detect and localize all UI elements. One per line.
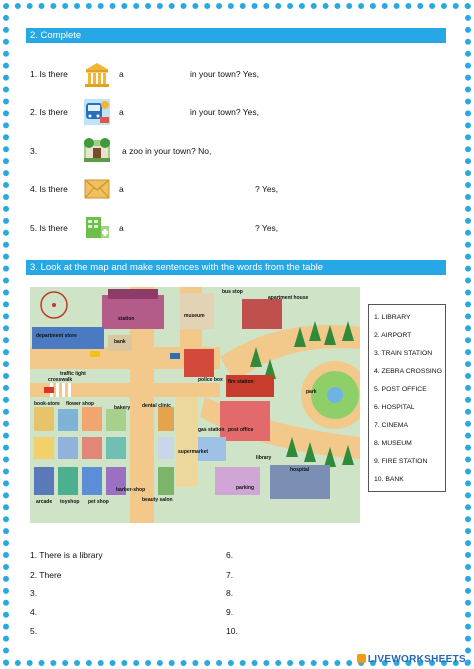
question-tail: ? Yes, [255,223,279,233]
question-4 [30,182,360,196]
place-item: 5. POST OFFICE [374,386,427,393]
map-label-park: park [306,389,317,395]
place-item: 2. AIRPORT [374,332,412,339]
question-article: a [119,107,124,117]
place-item: 6. HOSPITAL [374,404,415,411]
answer-line-8[interactable]: 8. [226,588,234,598]
brand-text: LIVEWORKSHEETS [367,654,466,665]
question-tail: in your town? Yes, [190,69,259,79]
answer-line-9[interactable]: 9. [226,607,234,617]
answer-line-2[interactable]: 2. There [30,570,62,580]
question-article: a zoo in your town? No, [122,146,212,156]
map-label-barber-shop: barber-shop [116,487,146,493]
place-item: 8. MUSEUM [374,440,412,447]
place-item: 10. BANK [374,476,404,483]
question-article: a [119,223,124,233]
map-label-bookstore: book-store [34,401,60,407]
liveworksheets-logo [357,654,466,665]
question-prefix: 4. Is there [30,184,68,194]
question-article: a [119,69,124,79]
map-label-gas-station: gas station [198,427,225,433]
map-label-traffic-light: traffic light [60,371,86,377]
question-prefix: 5. Is there [30,223,68,233]
map-label-post-office: post office [228,427,254,433]
question-prefix: 2. Is there [30,107,68,117]
section-header-map [26,260,446,275]
map-label-toyshop: toyshop [60,499,80,505]
question-3 [30,144,360,158]
liveworksheets-icon [357,654,366,663]
map-label-department-store: department store [36,333,77,339]
place-item: 4. ZEBRA CROSSING [374,368,442,375]
question-1 [30,67,360,81]
answer-line-5[interactable]: 5. [30,626,38,636]
answer-line-4[interactable]: 4. [30,607,38,617]
answer-line-10[interactable]: 10. [226,626,238,636]
zoo-icon [82,134,112,164]
answer-line-7[interactable]: 7. [226,570,234,580]
place-item: 3. TRAIN STATION [374,350,433,357]
post-office-icon [82,174,112,204]
question-5 [30,221,360,235]
map-label-supermarket: supermarket [178,449,209,455]
map-label-apartment-house: apartment house [268,295,309,301]
map-label-library: library [256,455,272,461]
places-table [368,304,446,492]
answer-line-3[interactable]: 3. [30,588,38,598]
map-label-beauty-salon: beauty salon [142,497,173,503]
map-label-arcade: arcade [36,499,53,505]
map-label-parking: parking [236,485,255,491]
map-label-station: station [118,316,135,322]
section-title: 3. Look at the map and make sentences with the words from the table [30,262,324,273]
map-label-hospital: hospital [290,467,310,473]
place-item: 9. FIRE STATION [374,458,428,465]
map-label-flower-shop: flower shop [66,401,95,407]
question-prefix: 1. Is there [30,69,68,79]
section-header-complete [26,28,446,43]
map-label-crosswalk: crosswalk [48,377,73,383]
place-item: 1. LIBRARY [374,314,411,321]
map-label-fire-station: fire station [228,379,254,385]
bank-icon [82,60,112,90]
train-station-icon [82,97,112,127]
question-prefix: 3. [30,146,38,156]
section-title: 2. Complete [30,30,82,41]
map-label-pet-shop: pet shop [88,499,109,505]
map-label-bus-stop: bus stop [222,289,243,295]
map-label-police-box: police box [198,377,223,383]
map-label-bank: bank [114,339,126,345]
map-label-dental-clinic: dental clinic [142,403,171,409]
map-label-museum: museum [184,313,205,319]
map-label-bakery: bakery [114,405,131,411]
answer-line-6[interactable]: 6. [226,550,234,560]
town-map [30,287,360,523]
place-item: 7. CINEMA [374,422,408,429]
question-tail: ? Yes, [255,184,279,194]
answer-line-1[interactable]: 1. There is a library [30,550,103,560]
hospital-icon [82,212,112,242]
question-article: a [119,184,124,194]
question-2 [30,105,360,119]
question-tail: in your town? Yes, [190,107,259,117]
